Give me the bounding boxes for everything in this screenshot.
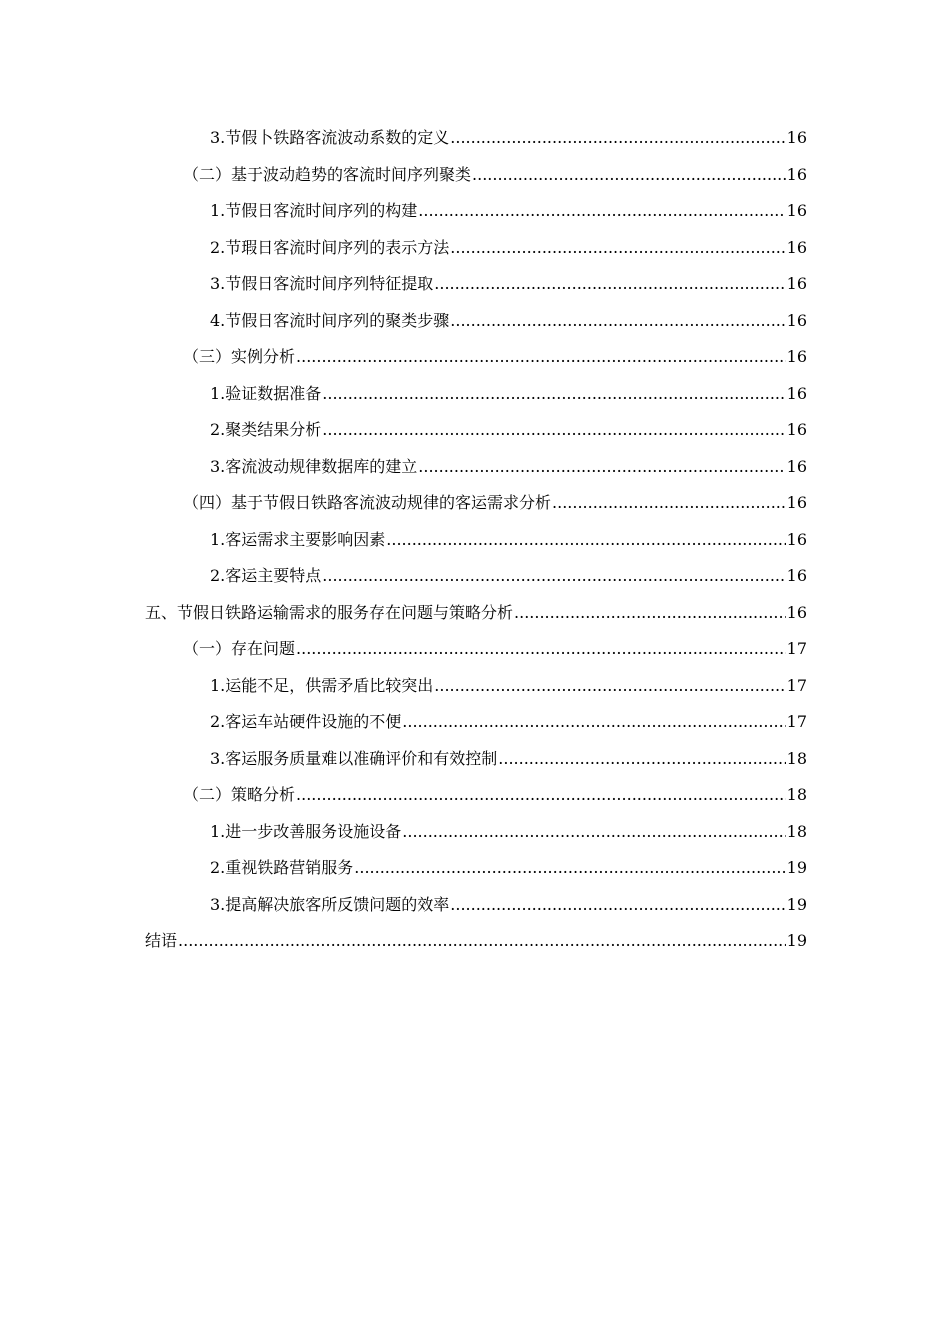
toc-leader-dots (434, 266, 785, 303)
toc-entry-title: 2.聚类结果分析 (210, 420, 322, 439)
toc-entry-title: 3.客运服务质量难以准确评价和有效控制 (210, 748, 498, 768)
toc-entry-title: 2.重视铁路营销服务 (210, 858, 354, 877)
toc-entry-page: 19 (786, 894, 807, 914)
toc-entry[interactable] (145, 887, 807, 924)
toc-leader-dots (322, 412, 785, 449)
toc-entry-title: 1.节假日客流时间序列的构建 (210, 201, 418, 220)
toc-leader-dots (450, 303, 785, 340)
toc-entry-title: （一）存在问题 (183, 639, 296, 658)
toc-entry[interactable] (145, 193, 807, 230)
toc-entry[interactable] (145, 266, 807, 303)
toc-entry-title: （三）实例分析 (183, 347, 296, 366)
toc-entry-page: 18 (786, 748, 807, 768)
toc-entry-title: 1.客运需求主要影响因素 (210, 529, 386, 549)
toc-entry-page: 16 (786, 420, 807, 439)
toc-leader-dots (322, 558, 785, 595)
toc-entry[interactable] (145, 814, 807, 851)
toc-leader-dots (472, 157, 786, 194)
toc-entry-title: 1.进一步改善服务设施设备 (210, 821, 402, 841)
toc-entry[interactable] (145, 376, 807, 413)
toc-entry-title: 3.节假卜铁路客流波动系数的定义 (210, 128, 450, 147)
toc-entry[interactable] (145, 668, 807, 705)
toc-entry-page: 16 (786, 566, 807, 585)
toc-leader-dots (178, 923, 786, 960)
toc-entry[interactable] (145, 522, 807, 559)
toc-entry-page: 16 (786, 383, 807, 403)
toc-entry-page: 17 (786, 675, 807, 695)
toc-leader-dots (514, 595, 786, 632)
toc-leader-dots (354, 850, 785, 887)
toc-entry[interactable] (145, 485, 807, 522)
toc-entry[interactable] (145, 449, 807, 486)
toc-leader-dots (296, 339, 786, 376)
toc-entry-page: 16 (786, 456, 807, 476)
toc-entry[interactable] (145, 777, 807, 814)
toc-entry-page: 16 (786, 164, 807, 184)
toc-entry-page: 16 (786, 347, 807, 366)
toc-entry-page: 16 (786, 493, 807, 512)
toc-entry[interactable] (145, 741, 807, 778)
table-of-contents (145, 120, 807, 960)
toc-entry-title: （二）基于波动趋势的客流时间序列聚类 (183, 164, 472, 184)
toc-entry-page: 17 (786, 639, 807, 658)
toc-leader-dots (450, 887, 785, 924)
toc-leader-dots (434, 668, 785, 705)
toc-entry-page: 16 (786, 274, 807, 293)
toc-entry-page: 18 (786, 821, 807, 841)
toc-entry-page: 16 (786, 310, 807, 330)
toc-entry-title: 1.运能不足，供需矛盾比较突出 (210, 675, 434, 695)
toc-entry-title: 五、节假日铁路运输需求的服务存在问题与策略分析 (145, 602, 514, 622)
toc-entry-page: 18 (786, 785, 807, 804)
toc-entry-title: 3.节假日客流时间序列特征提取 (210, 274, 434, 293)
toc-leader-dots (418, 449, 785, 486)
toc-entry[interactable] (145, 704, 807, 741)
toc-leader-dots (450, 230, 785, 267)
toc-entry-page: 19 (786, 931, 807, 950)
toc-entry[interactable] (145, 412, 807, 449)
toc-leader-dots (402, 704, 785, 741)
toc-leader-dots (322, 376, 785, 413)
toc-entry[interactable] (145, 120, 807, 157)
toc-leader-dots (402, 814, 785, 851)
toc-entry-page: 17 (786, 712, 807, 731)
toc-entry[interactable] (145, 230, 807, 267)
toc-entry-title: 结语 (145, 931, 178, 950)
toc-entry-page: 16 (786, 529, 807, 549)
toc-entry-title: 2.客运车站硬件设施的不便 (210, 712, 402, 731)
toc-entry[interactable] (145, 595, 807, 632)
toc-entry[interactable] (145, 157, 807, 194)
toc-leader-dots (296, 631, 786, 668)
toc-entry-page: 16 (786, 201, 807, 220)
toc-entry-page: 16 (786, 237, 807, 257)
toc-entry-title: 2.节瑕日客流时间序列的表示方法 (210, 237, 450, 257)
toc-entry[interactable] (145, 339, 807, 376)
toc-leader-dots (386, 522, 785, 559)
toc-entry-title: 3.提高解决旅客所反馈问题的效率 (210, 894, 450, 914)
toc-entry-page: 16 (786, 128, 807, 147)
toc-leader-dots (498, 741, 785, 778)
toc-entry-page: 16 (786, 602, 807, 622)
toc-entry[interactable] (145, 558, 807, 595)
toc-entry-title: 1.验证数据准备 (210, 383, 322, 403)
toc-leader-dots (450, 120, 785, 157)
toc-entry-title: 4.节假日客流时间序列的聚类步骤 (210, 310, 450, 330)
toc-entry[interactable] (145, 631, 807, 668)
toc-entry-title: 2.客运主要特点 (210, 566, 322, 585)
toc-entry-title: 3.客流波动规律数据库的建立 (210, 456, 418, 476)
toc-entry-title: （四）基于节假日铁路客流波动规律的客运需求分析 (183, 493, 552, 512)
toc-entry[interactable] (145, 850, 807, 887)
toc-entry-title: （二）策略分析 (183, 785, 296, 804)
toc-leader-dots (418, 193, 785, 230)
toc-leader-dots (296, 777, 786, 814)
toc-leader-dots (552, 485, 786, 522)
toc-entry[interactable] (145, 923, 807, 960)
toc-entry-page: 19 (786, 858, 807, 877)
toc-entry[interactable] (145, 303, 807, 340)
